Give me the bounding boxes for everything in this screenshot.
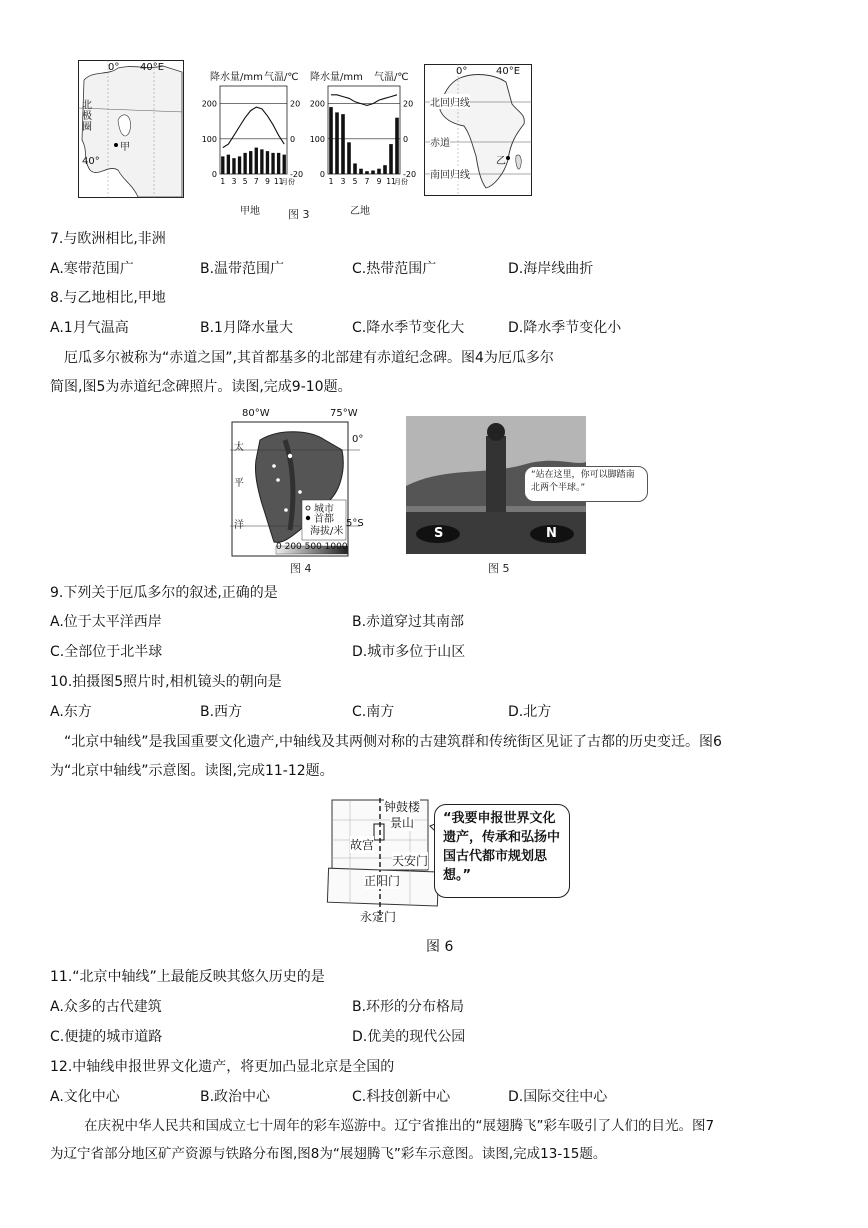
y-left-title: 降水量/mm	[310, 72, 363, 83]
y-right-title: 气温/℃	[374, 72, 409, 83]
q7-option-b[interactable]: B.温带范围广	[200, 261, 285, 277]
y-left-tick: 0	[211, 170, 217, 179]
legend-title: 海拔/米	[310, 526, 344, 537]
precip-bar	[365, 171, 369, 174]
x-tick: 9	[376, 177, 382, 186]
q9-option-a[interactable]: A.位于太平洋西岸	[50, 614, 162, 630]
q10-option-a[interactable]: A.东方	[50, 704, 92, 720]
lon2-label: 40°E	[140, 62, 165, 73]
q12-option-c[interactable]: C.科技创新中心	[352, 1089, 451, 1105]
lon2-label: 75°W	[330, 408, 358, 419]
lat1-label: 0°	[352, 434, 364, 445]
y-right-title: 气温/℃	[264, 72, 299, 83]
precip-bar	[341, 114, 345, 174]
precip-bar	[221, 156, 224, 174]
precip-bar	[359, 169, 363, 174]
x-tick: 9	[265, 177, 270, 186]
precip-bar	[371, 170, 375, 174]
q12-option-b[interactable]: B.政治中心	[200, 1089, 271, 1105]
q9-option-d[interactable]: D.城市多位于山区	[352, 644, 466, 660]
label-gugong: 故宫	[350, 838, 375, 852]
y-left-tick: 100	[201, 134, 217, 144]
precip-bar	[383, 165, 387, 174]
equator-label: 赤道	[430, 134, 450, 149]
label-yongdingmen: 永定门	[360, 910, 397, 924]
precip-bar	[377, 169, 381, 174]
ocean-char-2: 平	[234, 478, 244, 489]
label-jingshan: 景山	[390, 816, 415, 830]
lat-label: 40°	[82, 156, 100, 167]
x-tick: 7	[253, 177, 259, 186]
q7-stem: 7.与欧洲相比,非洲	[50, 231, 166, 247]
x-unit: 月份	[394, 178, 408, 186]
precip-bar	[238, 156, 241, 174]
intro9-line2: 简图,图5为赤道纪念碑照片。读图,完成9-10题。	[50, 379, 352, 395]
q10-option-b[interactable]: B.西方	[200, 704, 243, 720]
y-left-tick: 100	[309, 134, 325, 144]
legend-scale: 0 200 500 1000	[276, 542, 348, 552]
speech-bubble: “站在这里，你可以脚踏南北两个半球。”	[524, 466, 648, 502]
fig3-africa-map	[424, 64, 532, 196]
lon1-label: 80°W	[242, 408, 270, 419]
lon-label: 0°	[108, 62, 120, 73]
x-tick: 1	[220, 177, 226, 186]
x-tick: 1	[328, 177, 334, 186]
precip-bar	[232, 158, 235, 174]
q11-stem: 11.“北京中轴线”上最能反映其悠久历史的是	[50, 969, 325, 985]
ocean-char-1: 太	[234, 442, 244, 453]
q7-option-c[interactable]: C.热带范围广	[352, 261, 437, 277]
q8-option-d[interactable]: D.降水季节变化小	[508, 320, 622, 336]
x-tick: 3	[231, 177, 237, 186]
fig4-ecuador-map	[230, 408, 372, 574]
x-tick: 11	[386, 177, 396, 186]
climate-chart-yi	[308, 68, 418, 216]
precip-bar	[395, 118, 399, 174]
y-right-tick: 20	[403, 99, 414, 109]
precip-bar	[329, 107, 333, 174]
y-right-tick: 0	[403, 134, 409, 144]
x-tick: 3	[340, 177, 346, 186]
q8-option-a[interactable]: A.1月气温高	[50, 320, 129, 336]
fig3-caption: 图 3	[288, 208, 310, 221]
lon2-label: 40°E	[496, 66, 521, 77]
legend-capital: 首都	[314, 514, 334, 525]
y-left-tick: 200	[201, 99, 217, 109]
y-left-title: 降水量/mm	[210, 72, 263, 83]
q10-option-c[interactable]: C.南方	[352, 704, 395, 720]
x-tick: 7	[364, 177, 370, 186]
fig4-caption: 图 4	[290, 562, 312, 575]
x-tick: 5	[352, 177, 358, 186]
x-unit: 月份	[281, 178, 295, 186]
point-jia-label: 甲	[120, 142, 130, 153]
q11-option-a[interactable]: A.众多的古代建筑	[50, 999, 162, 1015]
label-zhonggulou: 钟鼓楼	[384, 800, 421, 814]
y-right-tick: -20	[290, 170, 304, 179]
q8-option-b[interactable]: B.1月降水量大	[200, 320, 293, 336]
precip-bar	[335, 112, 339, 174]
precip-bar	[271, 153, 274, 174]
lon-label: 0°	[456, 66, 468, 77]
y-left-tick: 200	[309, 99, 325, 109]
s-label: S	[434, 526, 444, 541]
point-jia-marker	[114, 143, 118, 147]
tropic-s-label: 南回归线	[430, 166, 470, 181]
climate-chart-jia	[200, 68, 305, 216]
q11-option-c[interactable]: C.便捷的城市道路	[50, 1029, 163, 1045]
legend-city: 城市	[314, 504, 334, 515]
precip-bar	[277, 153, 280, 174]
q11-option-d[interactable]: D.优美的现代公园	[352, 1029, 466, 1045]
ocean-char-3: 洋	[234, 520, 244, 531]
q9-option-b[interactable]: B.赤道穿过其南部	[352, 614, 465, 630]
q10-option-d[interactable]: D.北方	[508, 704, 552, 720]
fig6-caption: 图 6	[426, 939, 454, 955]
q10-stem: 10.拍摄图5照片时,相机镜头的朝向是	[50, 674, 282, 690]
x-tick: 11	[273, 177, 284, 186]
fig5-photo	[406, 416, 635, 576]
label-tiananmen: 天安门	[392, 854, 429, 868]
intro9-line1: 厄瓜多尔被称为“赤道之国”,其首都基多的北部建有赤道纪念碑。图4为厄瓜多尔	[64, 350, 554, 366]
precip-bar	[227, 155, 230, 174]
q7-option-d[interactable]: D.海岸线曲折	[508, 261, 594, 277]
precip-bar	[283, 155, 286, 174]
q8-stem: 8.与乙地相比,甲地	[50, 290, 166, 306]
precip-bar	[347, 142, 351, 174]
q7-option-a[interactable]: A.寒带范围广	[50, 261, 134, 277]
q11-option-b[interactable]: B.环形的分布格局	[352, 999, 465, 1015]
lat2-label: 5°S	[346, 518, 364, 529]
point-yi-label: 乙	[496, 156, 506, 167]
intro11-line1: “北京中轴线”是我国重要文化遗产,中轴线及其两侧对称的古建筑群和传统街区见证了古都的历史变迁。图6	[64, 734, 722, 750]
chart-caption: 乙地	[350, 206, 370, 217]
chart-caption: 甲地	[240, 206, 260, 217]
speech-bubble: “我要申报世界文化遗产，传承和弘扬中国古代都市规划思想。”	[434, 804, 570, 898]
q12-option-a[interactable]: A.文化中心	[50, 1089, 120, 1105]
q12-option-d[interactable]: D.国际交往中心	[508, 1089, 608, 1105]
precip-bar	[260, 149, 263, 174]
intro13-line1: 在庆祝中华人民共和国成立七十周年的彩车巡游中。辽宁省推出的“展翅腾飞”彩车吸引了人们的目光。图7	[84, 1118, 715, 1134]
fig5-caption: 图 5	[488, 562, 510, 575]
y-left-tick: 0	[319, 170, 325, 179]
q9-option-c[interactable]: C.全部位于北半球	[50, 644, 163, 660]
q12-stem: 12.中轴线申报世界文化遗产，将更加凸显北京是全国的	[50, 1059, 395, 1075]
q9-stem: 9.下列关于厄瓜多尔的叙述,正确的是	[50, 585, 278, 601]
intro11-line2: 为“北京中轴线”示意图。读图,完成11-12题。	[50, 763, 334, 779]
n-label: N	[546, 526, 557, 541]
x-tick: 5	[242, 177, 248, 186]
tropic-n-label: 北回归线	[430, 94, 470, 109]
y-right-tick: -20	[403, 170, 417, 179]
y-right-tick: 0	[290, 134, 296, 144]
precip-bar	[389, 144, 393, 174]
point-yi-marker	[506, 156, 510, 160]
precip-bar	[255, 148, 258, 174]
intro13-line2: 为辽宁省部分地区矿产资源与铁路分布图,图8为“展翅腾飞”彩车示意图。读图,完成13-15题。	[50, 1146, 607, 1162]
fig3-europe-map	[78, 60, 184, 198]
label-zhengyangmen: 正阳门	[364, 874, 401, 888]
precip-bar	[249, 151, 252, 174]
y-right-tick: 20	[290, 99, 301, 109]
precip-bar	[266, 151, 269, 174]
precip-bar	[243, 153, 246, 174]
q8-option-c[interactable]: C.降水季节变化大	[352, 320, 465, 336]
arctic-circle-label: 北极圈	[82, 100, 92, 133]
fig6-beijing-axis	[320, 796, 590, 960]
precip-bar	[353, 163, 357, 174]
